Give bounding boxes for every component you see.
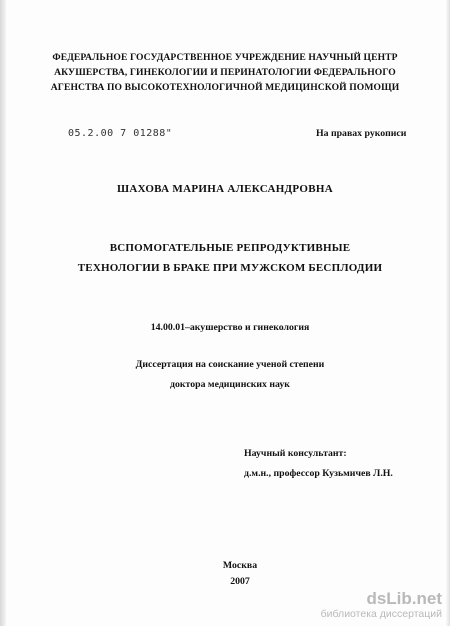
author-name: ШАХОВА МАРИНА АЛЕКСАНДРОВНА bbox=[117, 183, 333, 195]
site-watermark bbox=[321, 590, 442, 620]
archive-stamp-number: 05.2.00 7 01288" bbox=[68, 128, 173, 139]
title-line-1: ВСПОМОГАТЕЛЬНЫЕ РЕПРОДУКТИВНЫЕ bbox=[109, 242, 351, 254]
manuscript-rights-note: На правах рукописи bbox=[316, 128, 407, 139]
scan-left-edge bbox=[0, 0, 6, 626]
consultant-label: Научный консультант: bbox=[244, 448, 347, 459]
degree-line-2: доктора медицинских наук bbox=[170, 379, 290, 390]
consultant-name: д.м.н., профессор Кузьмичев Л.Н. bbox=[244, 468, 393, 479]
scientific-consultant bbox=[244, 444, 393, 484]
degree-line-1: Диссертация на соискание ученой степени bbox=[135, 359, 325, 370]
place-and-year bbox=[150, 558, 330, 590]
watermark-tagline: библиотека диссертаций bbox=[320, 608, 442, 620]
city: Москва bbox=[222, 560, 258, 571]
specialty-code: 14.00.01–акушерство и гинекология bbox=[150, 322, 310, 333]
degree-statement bbox=[80, 355, 380, 395]
year: 2007 bbox=[230, 576, 250, 587]
title-line-2: ТЕХНОЛОГИИ В БРАКЕ ПРИ МУЖСКОМ БЕСПЛОДИИ bbox=[77, 262, 383, 274]
scan-right-edge bbox=[446, 0, 450, 626]
organization-line-3: АГЕНСТВА ПО ВЫСОКОТЕХНОЛОГИЧНОЙ МЕДИЦИНСКОЙ ПОМОЩИ bbox=[50, 82, 400, 93]
organization-line-2: АКУШЕРСТВА, ГИНЕКОЛОГИИ И ПЕРИНАТОЛОГИИ ФЕДЕРАЛЬНОГО bbox=[54, 67, 396, 78]
dissertation-title bbox=[60, 238, 400, 278]
watermark-brand: dsLib.net bbox=[366, 589, 442, 608]
organization-line-1: ФЕДЕРАЛЬНОЕ ГОСУДАРСТВЕННОЕ УЧРЕЖДЕНИЕ НАУЧНЫЙ ЦЕНТР bbox=[52, 52, 398, 63]
organization-header bbox=[40, 50, 410, 95]
